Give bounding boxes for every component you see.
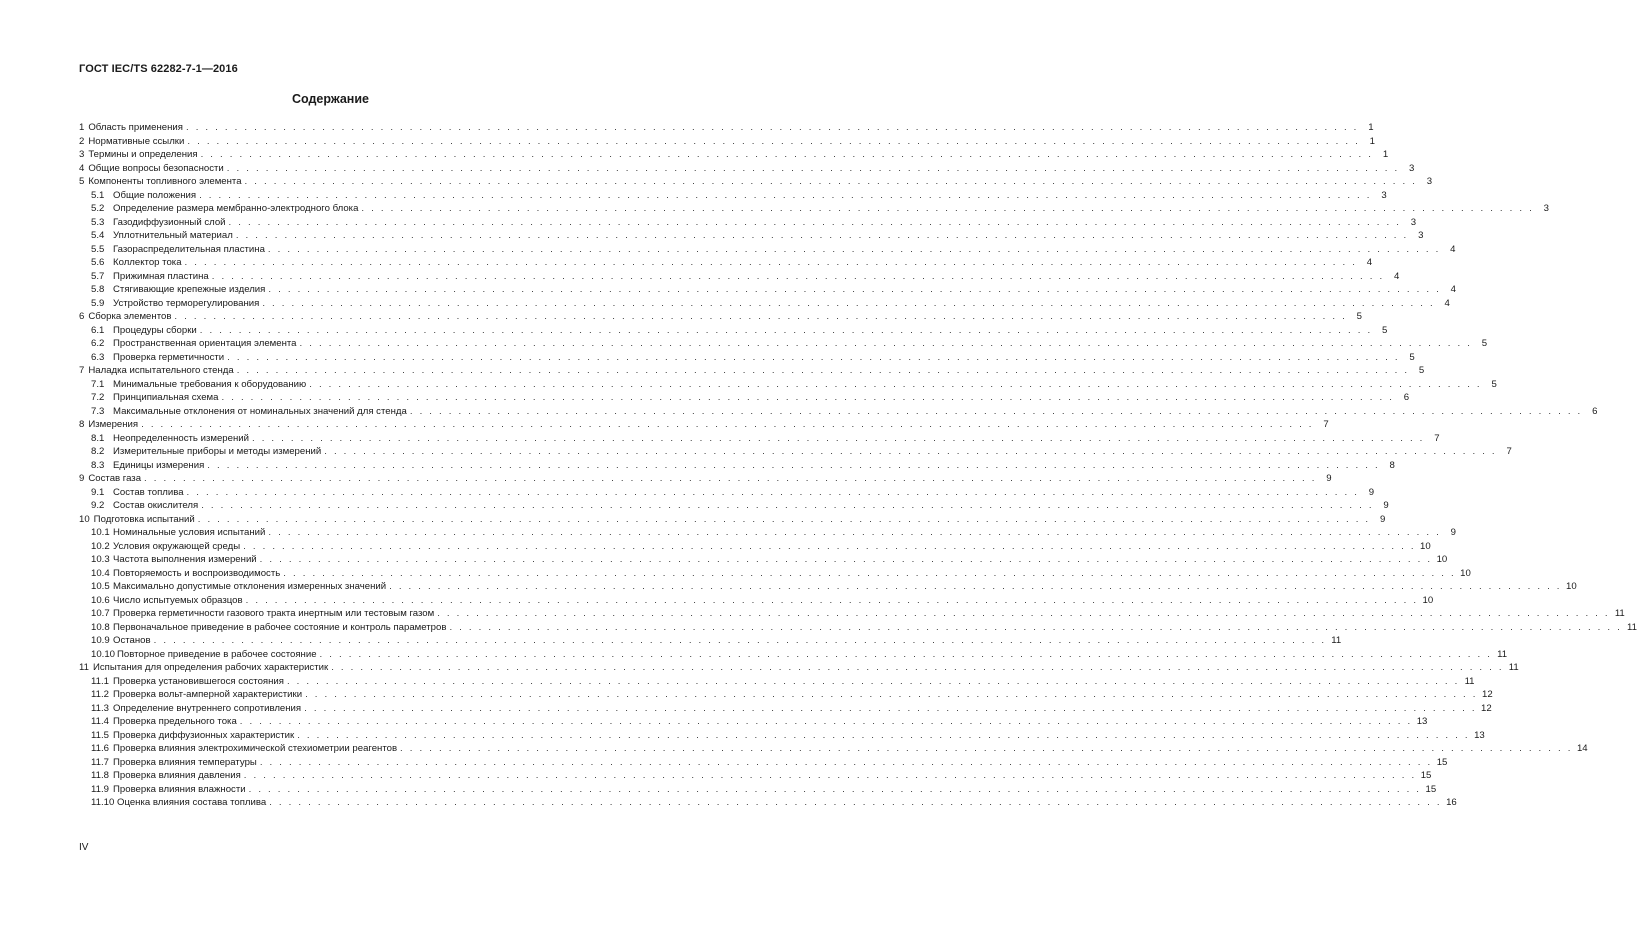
toc-entry[interactable] [79, 405, 1598, 419]
toc-entry[interactable] [79, 256, 1373, 270]
toc-entry-number: 3 [79, 149, 85, 160]
toc-entry-page: 4 [1450, 284, 1456, 295]
toc-entry-page: 6 [1403, 392, 1410, 403]
toc-entry-number: 11.4 [91, 716, 109, 727]
toc-entry[interactable] [79, 769, 1432, 783]
toc-entry-title: Общие положения [113, 189, 197, 201]
toc-entry-title: Проверка диффузионных характеристик [113, 729, 295, 741]
toc-entry-title: Проверка влияния влажности [113, 783, 246, 795]
toc-entry[interactable] [79, 580, 1577, 594]
toc-entry-number: 6 [79, 311, 85, 322]
toc-entry-number: 11.8 [91, 770, 109, 781]
toc-entry-page: 5 [1409, 351, 1415, 363]
toc-entry-number: 2 [79, 135, 85, 147]
toc-entry[interactable] [79, 715, 1428, 729]
toc-leader-dots [144, 472, 1317, 486]
toc-leader-dots [400, 742, 1573, 756]
toc-entry-page: 10 [1566, 581, 1577, 592]
toc-entry-title: Область применения [88, 122, 183, 133]
toc-entry-title: Максимальные отклонения от номинальных значений для стенда [113, 405, 407, 417]
toc-entry-number: 6.1 [91, 324, 105, 336]
toc-entry-number: 10.7 [91, 608, 110, 619]
toc-entry-number: 10.4 [91, 567, 110, 579]
toc-entry-page: 7 [1506, 446, 1512, 457]
toc-entry[interactable] [79, 796, 1457, 810]
toc-leader-dots [287, 675, 1460, 689]
toc-entry-page: 10 [1460, 567, 1471, 579]
toc-entry[interactable] [79, 351, 1415, 365]
toc-entry-title: Состав окислителя [113, 500, 199, 511]
toc-entry[interactable] [79, 216, 1417, 230]
toc-entry[interactable] [79, 702, 1492, 716]
toc-entry-page: 15 [1425, 783, 1437, 795]
toc-entry[interactable] [79, 229, 1424, 243]
toc-entry[interactable] [79, 378, 1497, 392]
toc-entry-page: 6 [1592, 405, 1598, 417]
toc-entry-page: 10 [1436, 554, 1448, 565]
toc-entry-title: Нормативные ссылки [88, 135, 185, 147]
toc-entry-page: 8 [1389, 459, 1395, 471]
toc-entry-number: 10.9 [91, 635, 110, 646]
toc-entry-title: Проверка влияния температуры [113, 756, 257, 768]
toc-entry-title: Проверка влияния давления [113, 770, 241, 781]
toc-entry-page: 16 [1446, 797, 1457, 808]
toc-entry[interactable] [79, 445, 1512, 459]
toc-leader-dots [245, 175, 1418, 189]
toc-leader-dots [268, 283, 1441, 297]
toc-entry[interactable] [79, 742, 1588, 756]
toc-entry-number: 11.10 [91, 797, 115, 808]
toc-entry-title: Первоначальное приведение в рабочее состояние и контроль параметров [113, 621, 447, 633]
toc-entry-title: Испытания для определения рабочих характеристик [92, 662, 329, 673]
toc-entry-title: Число испытуемых образцов [113, 594, 243, 606]
toc-entry-page: 5 [1418, 365, 1425, 376]
toc-leader-dots [268, 526, 1441, 540]
toc-entry[interactable] [79, 594, 1434, 608]
toc-entry-number: 11.1 [91, 675, 109, 687]
toc-entry[interactable] [79, 621, 1637, 635]
toc-entry-title: Повторяемость и воспроизводимость [113, 567, 281, 579]
toc-entry-number: 9 [79, 473, 85, 484]
toc-entry-page: 9 [1379, 513, 1386, 525]
page-number: IV [79, 842, 89, 853]
toc-entry[interactable] [79, 729, 1485, 743]
toc-entry[interactable] [79, 189, 1387, 203]
toc-entry-number: 5.7 [91, 270, 105, 282]
toc-entry-title: Газодиффузионный слой [113, 216, 226, 228]
toc-entry[interactable] [79, 513, 1386, 527]
toc-entry-number: 7.2 [91, 392, 105, 403]
toc-leader-dots [410, 405, 1583, 419]
toc-entry-title: Пространственная ориентация элемента [113, 338, 297, 349]
toc-entry-number: 11.9 [91, 783, 109, 795]
toc-entry[interactable] [79, 202, 1549, 216]
toc-entry-title: Определение размера мембранно-электродного блока [113, 203, 359, 214]
toc-entry-page: 3 [1426, 176, 1433, 187]
toc-leader-dots [227, 162, 1400, 176]
toc-entry[interactable] [79, 270, 1400, 284]
toc-entry-page: 4 [1394, 270, 1400, 282]
toc-entry-title: Измерительные приборы и методы измерений [113, 446, 322, 457]
toc-entry-number: 11 [79, 662, 89, 673]
toc-entry-page: 4 [1366, 257, 1373, 268]
toc-leader-dots [154, 634, 1327, 648]
toc-entry-title: Компоненты топливного элемента [88, 176, 242, 187]
toc-entry-number: 8.2 [91, 446, 105, 457]
toc-entry[interactable] [79, 607, 1625, 621]
toc-entry-page: 1 [1368, 122, 1374, 133]
toc-leader-dots [198, 513, 1371, 527]
toc-entry-page: 11 [1464, 675, 1475, 687]
toc-entry-page: 12 [1481, 689, 1493, 700]
toc-entry[interactable] [79, 756, 1448, 770]
toc-leader-dots [262, 297, 1435, 311]
toc-entry-title: Термины и определения [88, 149, 198, 160]
toc-entry[interactable] [79, 175, 1433, 189]
toc-leader-dots [297, 729, 1470, 743]
toc-entry-page: 11 [1508, 662, 1519, 673]
toc-entry[interactable] [79, 148, 1389, 162]
toc-entry-page: 7 [1434, 432, 1440, 444]
toc-entry-page: 4 [1444, 297, 1450, 309]
toc-entry-title: Измерения [88, 419, 139, 430]
toc-entry-number: 10 [79, 513, 90, 525]
toc-entry-page: 11 [1614, 608, 1625, 619]
toc-leader-dots [212, 270, 1385, 284]
toc-leader-dots [249, 783, 1422, 797]
toc-entry-page: 10 [1420, 540, 1431, 552]
toc-entry-page: 15 [1436, 756, 1448, 768]
toc-entry-title: Устройство терморегулирования [113, 297, 260, 309]
toc-entry-title: Минимальные требования к оборудованию [113, 378, 307, 390]
toc-entry-page: 3 [1381, 189, 1387, 201]
toc-entry-number: 11.3 [91, 702, 109, 714]
toc-entry[interactable] [79, 324, 1388, 338]
toc-entry-number: 11.7 [91, 756, 109, 768]
toc-entry-page: 11 [1627, 621, 1637, 633]
toc-entry-page: 13 [1474, 729, 1485, 741]
toc-leader-dots [200, 324, 1373, 338]
toc-entry-page: 5 [1481, 338, 1488, 349]
toc-leader-dots [246, 594, 1419, 608]
toc-entry-number: 10.3 [91, 554, 110, 565]
toc-entry-title: Проверка установившегося состояния [113, 675, 284, 687]
toc-leader-dots [201, 148, 1374, 162]
toc-leader-dots [320, 648, 1493, 662]
toc-entry[interactable] [79, 648, 1508, 662]
toc-entry-page: 3 [1418, 230, 1424, 241]
toc-entry-number: 8.1 [91, 432, 105, 444]
toc-entry-title: Номинальные условия испытаний [113, 527, 266, 538]
toc-leader-dots [331, 661, 1504, 675]
toc-entry[interactable] [79, 783, 1437, 797]
toc-entry-title: Проверка герметичности газового тракта инертным или тестовым газом [113, 608, 435, 619]
toc-entry-page: 9 [1368, 486, 1375, 498]
toc-entry-title: Проверка герметичности [113, 351, 225, 363]
toc-entry[interactable] [79, 459, 1395, 473]
toc-leader-dots [449, 621, 1622, 635]
toc-leader-dots [207, 459, 1380, 473]
toc-entry-title: Проверка влияния электрохимической стехиометрии реагентов [113, 743, 398, 754]
toc-entry-number: 8.3 [91, 459, 105, 471]
toc-entry-page: 11 [1497, 648, 1508, 660]
toc-entry-title: Определение внутреннего сопротивления [113, 702, 302, 714]
toc-leader-dots [236, 229, 1409, 243]
toc-leader-dots [240, 715, 1413, 729]
toc-entry-page: 4 [1450, 243, 1456, 255]
toc-leader-dots [199, 189, 1372, 203]
toc-entry-number: 11.6 [91, 743, 109, 754]
toc-entry-title: Газораспределительная пластина [113, 243, 265, 255]
toc-entry-title: Процедуры сборки [113, 324, 197, 336]
toc-entry[interactable] [79, 337, 1488, 351]
toc-leader-dots [227, 351, 1400, 365]
toc-entry-title: Проверка предельного тока [113, 716, 237, 727]
toc-entry-page: 9 [1383, 500, 1389, 511]
toc-entry[interactable] [79, 540, 1431, 554]
toc-leader-dots [201, 499, 1374, 513]
toc-entry-number: 4 [79, 162, 85, 174]
toc-entry-title: Максимально допустимые отклонения измеренных значений [113, 581, 387, 592]
toc-leader-dots [361, 202, 1534, 216]
toc-entry-title: Останов [113, 635, 151, 646]
toc-entry[interactable] [79, 567, 1471, 581]
toc-entry[interactable] [79, 243, 1456, 257]
toc-entry-number: 11.2 [91, 689, 109, 700]
toc-leader-dots [389, 580, 1562, 594]
toc-entry-page: 15 [1420, 770, 1432, 781]
toc-entry[interactable] [79, 283, 1456, 297]
toc-entry-number: 7.1 [91, 378, 105, 390]
toc-leader-dots [283, 567, 1456, 581]
toc-entry[interactable] [79, 432, 1440, 446]
toc-leader-dots [260, 553, 1433, 567]
toc-entry-number: 5.1 [91, 189, 105, 201]
toc-leader-dots [300, 337, 1473, 351]
toc-entry-number: 5.4 [91, 230, 105, 241]
toc-entry[interactable] [79, 486, 1375, 500]
toc-entry-page: 9 [1326, 473, 1332, 484]
toc-entry-number: 10.1 [91, 527, 110, 538]
toc-entry-title: Условия окружающей среды [113, 540, 241, 552]
toc-entry[interactable] [79, 310, 1362, 324]
toc-entry-page: 1 [1382, 149, 1389, 160]
toc-entry-title: Неопределенность измерений [113, 432, 249, 444]
toc-entry-title: Состав газа [88, 473, 142, 484]
toc-entry-number: 5.3 [91, 216, 105, 228]
toc-entry-title: Единицы измерения [113, 459, 205, 471]
toc-leader-dots [187, 135, 1360, 149]
toc-leader-dots [324, 445, 1497, 459]
toc-entry-number: 10.2 [91, 540, 110, 552]
toc-entry-number: 5 [79, 176, 85, 187]
toc-leader-dots [221, 391, 1394, 405]
toc-entry-page: 3 [1409, 162, 1415, 174]
toc-entry-number: 5.2 [91, 203, 105, 214]
toc-entry-page: 1 [1369, 135, 1375, 147]
toc-entry[interactable] [79, 121, 1374, 135]
toc-entry-number: 1 [79, 122, 85, 133]
toc-leader-dots [244, 769, 1417, 783]
document-code: ГОСТ IEC/TS 62282-7-1—2016 [79, 63, 238, 75]
toc-entry-page: 11 [1331, 635, 1342, 646]
toc-entry[interactable] [79, 553, 1448, 567]
toc-entry-title: Сборка элементов [88, 311, 172, 322]
toc-entry-title: Коллектор тока [113, 257, 182, 268]
toc-leader-dots [185, 256, 1358, 270]
toc-entry-page: 9 [1450, 527, 1456, 538]
toc-entry-title: Подготовка испытаний [93, 513, 195, 525]
toc-entry[interactable] [79, 661, 1519, 675]
toc-leader-dots [243, 540, 1416, 554]
toc-leader-dots [141, 418, 1314, 432]
toc-entry-number: 5.5 [91, 243, 105, 255]
toc-entry-title: Проверка вольт-амперной характеристики [113, 689, 303, 700]
toc-entry-title: Повторное приведение в рабочее состояние [117, 648, 317, 660]
toc-entry-number: 7 [79, 365, 85, 376]
toc-entry[interactable] [79, 162, 1415, 176]
toc-entry[interactable] [79, 364, 1425, 378]
toc-leader-dots [268, 243, 1441, 257]
toc-entry[interactable] [79, 472, 1332, 486]
toc-entry-number: 7.3 [91, 405, 105, 417]
toc-leader-dots [305, 688, 1478, 702]
toc-leader-dots [437, 607, 1610, 621]
toc-leader-dots [260, 756, 1433, 770]
toc-entry[interactable] [79, 499, 1389, 513]
toc-entry[interactable] [79, 135, 1375, 149]
toc-entry-title: Стягивающие крепежные изделия [113, 284, 266, 295]
toc-entry-page: 13 [1416, 716, 1428, 727]
toc-entry[interactable] [79, 634, 1342, 648]
toc-entry-number: 11.5 [91, 729, 109, 741]
toc-entry-number: 5.9 [91, 297, 105, 309]
toc-entry-page: 5 [1382, 324, 1388, 336]
toc-entry-title: Принципиальная схема [113, 392, 219, 403]
toc-entry[interactable] [79, 526, 1456, 540]
toc-title: Содержание [291, 92, 369, 106]
toc-leader-dots [186, 121, 1359, 135]
table-of-contents [79, 121, 1637, 810]
toc-leader-dots [304, 702, 1477, 716]
toc-leader-dots [252, 432, 1425, 446]
toc-entry-number: 9.1 [91, 486, 105, 498]
toc-leader-dots [237, 364, 1410, 378]
toc-entry-number: 6.3 [91, 351, 105, 363]
toc-entry[interactable] [79, 418, 1329, 432]
toc-entry-page: 3 [1543, 203, 1549, 214]
toc-entry-page: 14 [1576, 743, 1588, 754]
toc-entry[interactable] [79, 688, 1493, 702]
toc-entry-title: Наладка испытательного стенда [88, 365, 234, 376]
toc-entry-number: 10.5 [91, 581, 110, 592]
toc-entry-number: 5.6 [91, 257, 105, 268]
toc-entry-page: 5 [1491, 378, 1497, 390]
toc-entry-title: Прижимная пластина [113, 270, 209, 282]
toc-entry-page: 10 [1422, 594, 1434, 606]
toc-entry-page: 3 [1410, 216, 1417, 228]
toc-entry[interactable] [79, 297, 1450, 311]
toc-entry-title: Состав топлива [113, 486, 184, 498]
toc-entry-number: 9.2 [91, 500, 105, 511]
toc-entry-title: Уплотнительный материал [113, 230, 233, 241]
toc-entry-number: 10.8 [91, 621, 110, 633]
toc-leader-dots [309, 378, 1482, 392]
toc-entry-number: 5.8 [91, 284, 105, 295]
toc-leader-dots [269, 796, 1442, 810]
toc-entry[interactable] [79, 675, 1475, 689]
toc-leader-dots [187, 486, 1360, 500]
toc-entry-number: 10.10 [91, 648, 116, 660]
toc-entry-page: 12 [1481, 702, 1492, 714]
toc-entry-number: 6.2 [91, 338, 105, 349]
toc-entry-page: 5 [1356, 311, 1362, 322]
toc-entry-number: 10.6 [91, 594, 110, 606]
toc-entry-number: 8 [79, 419, 85, 430]
toc-leader-dots [229, 216, 1402, 230]
toc-entry-page: 7 [1323, 419, 1329, 430]
toc-leader-dots [174, 310, 1347, 324]
toc-entry-title: Общие вопросы безопасности [88, 162, 224, 174]
toc-entry-title: Оценка влияния состава топлива [117, 797, 267, 808]
toc-entry[interactable] [79, 391, 1410, 405]
toc-entry-title: Частота выполнения измерений [113, 554, 257, 565]
